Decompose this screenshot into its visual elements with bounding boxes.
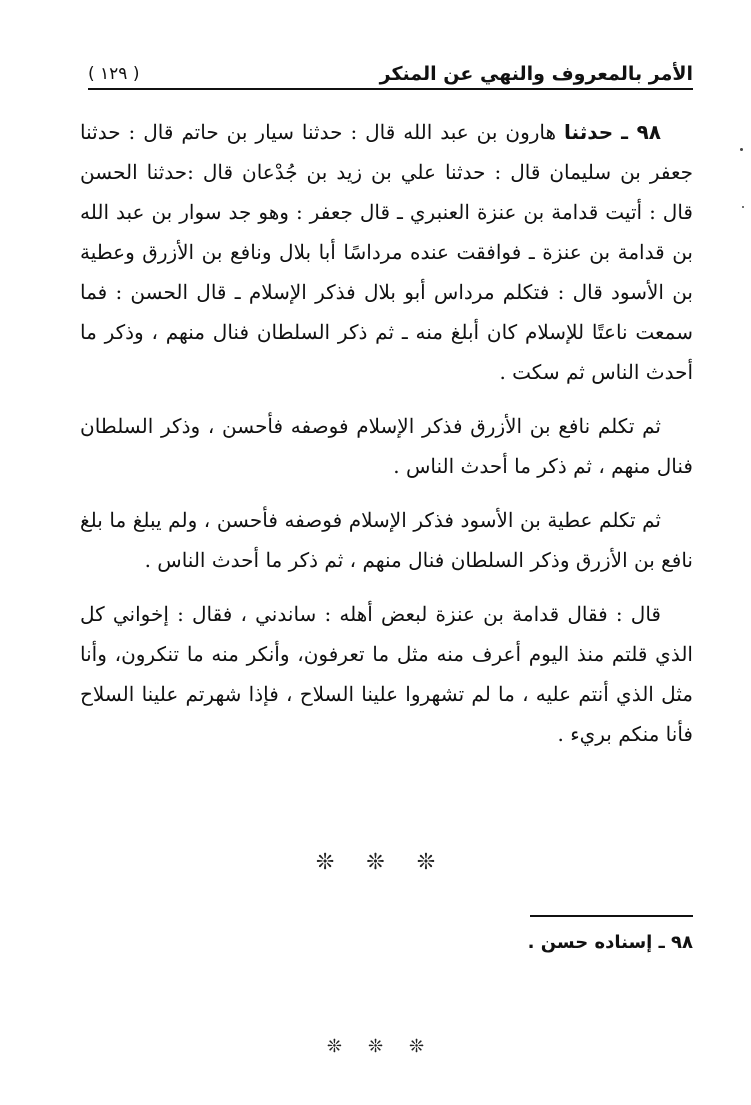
header-rule <box>88 88 693 90</box>
asterism-icon: ❊ <box>416 850 436 875</box>
paragraph-4: قال : فقال قدامة بن عنزة لبعض أهله : ساندني ، فقال : إخواني كل الذي قلتم منذ اليوم أعرف منه مثل ما تعرفون، وأنكر منه ما تنكرون، وأنا مثل الذي أنتم عليه ، ما لم تشهروا علينا السلاح ، فإذا شهرتم علينا السلاح فأنا منكم بريء . <box>80 602 693 746</box>
asterism-icon: ❊ <box>367 1036 384 1057</box>
lead-word: حدثنا <box>564 120 614 144</box>
page-end-separator <box>0 1036 751 1057</box>
paragraph-1 <box>80 112 693 392</box>
running-title: الأمر بالمعروف والنهي عن المنكر <box>379 63 693 85</box>
scan-speck <box>742 206 744 208</box>
asterism-icon: ❊ <box>409 1036 425 1057</box>
paragraph-3: ثم تكلم عطية بن الأسود فذكر الإسلام فوصفه فأحسن ، ولم يبلغ ما بلغ نافع بن الأزرق وذكر السلطان فنال منهم ، ثم ذكر ما أحدث الناس . <box>80 508 693 572</box>
asterism-icon: ❊ <box>315 850 335 875</box>
footnote-rule <box>530 915 693 917</box>
scan-speck <box>740 148 743 151</box>
page-number: ( ١٢٩ ) <box>88 64 140 84</box>
hadith-number: ٩٨ ـ <box>621 120 661 144</box>
paragraph-1-text: هارون بن عبد الله قال : حدثنا سيار بن حاتم قال : حدثنا جعفر بن سليمان قال : حدثنا علي بن زيد بن جُدْعان قال :حدثنا الحسن قال : أتيت قدامة بن عنزة العنبري ـ قال جعفر : وهو جد سوار بن عبد الله بن قدامة بن عنزة ـ فوافقت عنده مرداسًا أبا بلال ونافع بن الأزرق وعطية بن الأسود قال : فتكلم مرداس أبو بلال فذكر الإسلام ـ قال الحسن : فما سمعت ناعتًا للإسلام كان أبلغ منه ـ ثم ذكر السلطان فنال منهم ، وذكر ما أحدث الناس ثم سكت . <box>80 120 693 384</box>
asterism-icon: ❊ <box>366 850 385 875</box>
paragraph-2: ثم تكلم نافع بن الأزرق فذكر الإسلام فوصفه فأحسن ، وذكر السلطان فنال منهم ، ثم ذكر ما أحدث الناس . <box>80 414 693 478</box>
hadith-text <box>80 112 693 768</box>
running-head <box>88 56 693 86</box>
section-separator <box>0 850 751 875</box>
footnote: ٩٨ ـ إسناده حسن . <box>527 932 693 953</box>
asterism-icon: ❊ <box>326 1036 342 1057</box>
